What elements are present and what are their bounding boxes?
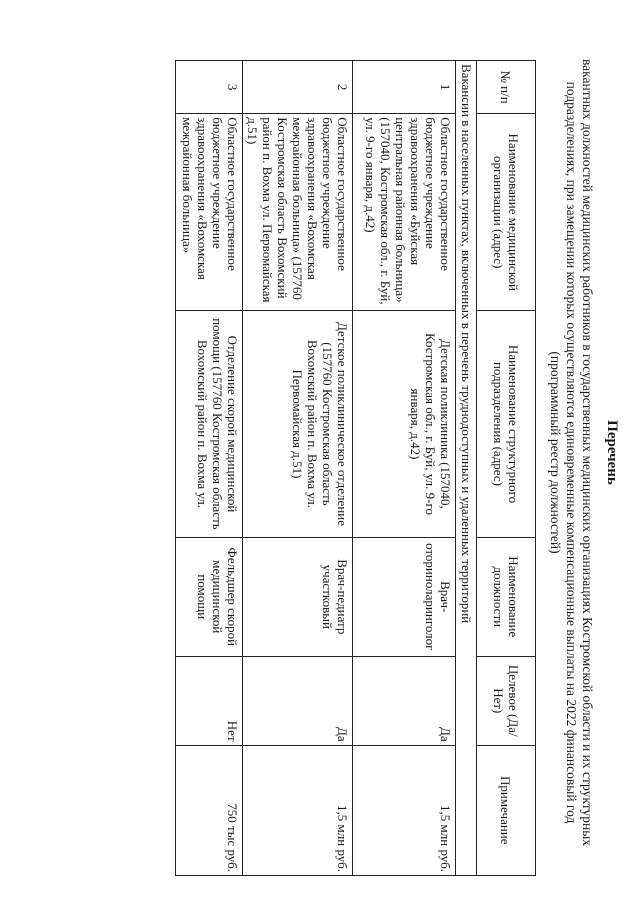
row-org: Областное государственное бюджетное учреждение здравоохранения «Буйская центральная районная больница» (157040, Костромская обл., г. Буй, ул. 9-го января, д.42) (353, 114, 456, 311)
header-num: № п/п (477, 61, 536, 114)
row-num: 1 (353, 61, 456, 114)
section-title: Вакансии в населенных пунктах, включенных в перечень труднодоступных и удаленных территорий (456, 61, 477, 876)
row-num: 3 (176, 61, 243, 114)
row-department: Детское поликлиническое отделение (157760 Костромская область Вохомский район п. Вохма ул. Первомайская д.51) (243, 311, 353, 537)
positions-table (175, 60, 536, 876)
header-position: Наименование должности (477, 537, 536, 656)
row-target: Да (243, 656, 353, 745)
header-target: Целевое (Да/Нет) (477, 656, 536, 745)
row-position: Врач-педиатр участковый (243, 537, 353, 656)
document-subtitle: вакантных должностей медицинских работников в государственных медицинских организациях Костромской области и их структурных подразделениях, при замещении которых осуществляются единовременные компенсационные выплаты на 2022 финансовый год (программный реестр должностей) (548, 58, 595, 847)
document-title: Перечень (604, 420, 620, 485)
row-num: 2 (243, 61, 353, 114)
table-row (243, 61, 353, 876)
row-note: 1,5 млн руб. (353, 745, 456, 875)
row-org: Областное государственное бюджетное учреждение здравоохранения «Вохомская межрайонная больница» (176, 114, 243, 311)
row-position: Фельдшер скорой медицинской помощи (176, 537, 243, 656)
row-target: Нет (176, 656, 243, 745)
row-position: Врач-оториноларинголог (353, 537, 456, 656)
table-header-row (477, 61, 536, 876)
row-target: Да (353, 656, 456, 745)
row-department: Детская поликлиника (157040, Костромская обл., г. Буй, ул. 9-го января, д.42) (353, 311, 456, 537)
row-department: Отделение скорой медицинской помощи (157760 Костромская область Вохомский район п. Вохма ул. (176, 311, 243, 537)
header-department: Наименование структурного подразделения (адрес) (477, 311, 536, 537)
table-row (353, 61, 456, 876)
row-org: Областное государственное бюджетное учреждение здравоохранения «Вохомская межрайонная больница» (157760 Костромская область Вохомский район п. Вохма ул. Первомайская д.51) (243, 114, 353, 311)
table-row (176, 61, 243, 876)
section-row (456, 61, 477, 876)
row-note: 1,5 млн руб. (243, 745, 353, 875)
row-note: 750 тыс руб. (176, 745, 243, 875)
document-heading (547, 0, 620, 905)
header-note: Примечание (477, 745, 536, 875)
header-org: Наименование медицинской организации (адрес) (477, 114, 536, 311)
